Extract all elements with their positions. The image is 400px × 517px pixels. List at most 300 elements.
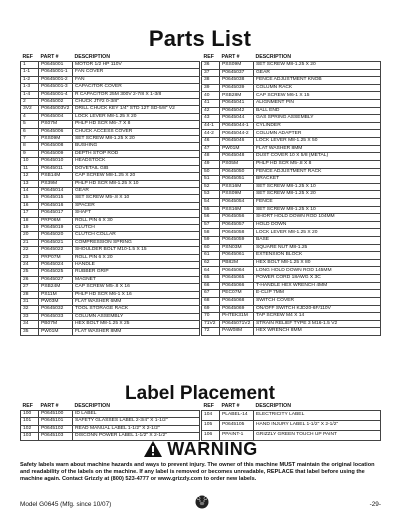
cell-part-number: P0645006 xyxy=(39,128,73,135)
cell-ref: 25 xyxy=(21,269,39,276)
cell-part-number: PPAINT-1 xyxy=(220,430,254,440)
cell-description: DUST COVER 10 X 5/8 (METAL) xyxy=(254,153,381,161)
warning-triangle-icon xyxy=(143,440,163,458)
cell-part-number: P0645008 xyxy=(39,143,73,150)
col-header-part: PART # xyxy=(221,54,240,60)
cell-part-number: P0645068 xyxy=(220,297,254,305)
cell-ref: 35 xyxy=(21,328,39,335)
cell-description: FENCE ADJUSTMENT RACK xyxy=(254,168,381,176)
cell-description: HOLD DOWN xyxy=(254,221,381,229)
cell-ref: 69 xyxy=(202,305,220,313)
cell-part-number: P0645038 xyxy=(220,77,254,85)
table-row xyxy=(21,150,200,157)
cell-description: DRILL CHUCK KEY 1/4" STD 12T SD-5/8" V2 xyxy=(73,106,200,113)
cell-part-number: PW01M xyxy=(39,328,73,335)
cell-description: SHORT HOLD DOWN ROD 104MM xyxy=(254,214,381,222)
table-row xyxy=(202,183,381,191)
cell-ref: 26 xyxy=(21,276,39,283)
cell-description: COLUMN ASSEMBLY xyxy=(73,313,200,320)
cell-ref: 5 xyxy=(21,121,39,128)
cell-part-number: PSB24M xyxy=(39,284,73,291)
cell-description: FAN COVER xyxy=(73,69,200,76)
cell-part-number: PSN03M xyxy=(220,244,254,252)
cell-description: CAPACITOR COVER xyxy=(73,84,200,91)
cell-part-number: PSB14M xyxy=(39,173,73,180)
cell-description: FENCE xyxy=(254,198,381,206)
table-row xyxy=(21,239,200,246)
cell-ref: 37 xyxy=(202,69,220,77)
cell-description: BRACKET xyxy=(254,176,381,184)
parts-table-right xyxy=(201,54,381,336)
table-row xyxy=(202,214,381,222)
col-header-ref: REF xyxy=(22,54,33,60)
cell-part-number: P0645046 xyxy=(220,138,254,146)
cell-ref: 4 xyxy=(21,113,39,120)
cell-part-number: P0645058 xyxy=(220,229,254,237)
cell-description: GAS SPRING ASSEMBLY xyxy=(254,115,381,123)
cell-description: LOCK LEVER M8-1.25 X 50 xyxy=(254,138,381,146)
cell-description: SET SCREW M8-1.25 X 10 xyxy=(254,183,381,191)
parts-list-tables xyxy=(20,54,381,336)
cell-part-number: P0645009 xyxy=(39,150,73,157)
table-row xyxy=(21,84,200,91)
table-row xyxy=(21,106,200,113)
cell-part-number: P0645059 xyxy=(220,237,254,245)
cell-description: ROLL PIN 6 X 30 xyxy=(73,217,200,224)
table-row xyxy=(21,232,200,239)
cell-description: DEPTH STOP ROD xyxy=(73,150,200,157)
cell-ref: 48 xyxy=(202,153,220,161)
cell-description: SET SCREW M8-1.25 X 20 xyxy=(254,191,381,199)
table-row xyxy=(202,122,381,130)
cell-ref: 105 xyxy=(202,420,220,430)
table-row xyxy=(21,291,200,298)
table-row xyxy=(21,306,200,313)
cell-description: FLAT WASHER 8MM xyxy=(254,145,381,153)
page-title: Parts List xyxy=(148,26,252,51)
cell-part-number: P0645039 xyxy=(220,84,254,92)
cell-description: CLUTCH COLLAR xyxy=(73,232,200,239)
cell-ref: 9 xyxy=(21,150,39,157)
cell-ref: 3V2 xyxy=(21,106,39,113)
table-row xyxy=(21,173,200,180)
cell-ref: 24 xyxy=(21,261,39,268)
cell-description: PHLP HD SCR M5-.8 X 8 xyxy=(254,160,381,168)
cell-ref: 102 xyxy=(21,425,39,432)
cell-description: EXTENSION BLOCK xyxy=(254,252,381,260)
table-row xyxy=(202,92,381,100)
cell-ref: 20 xyxy=(21,232,39,239)
col-header-desc: DESCRIPTION xyxy=(74,403,110,409)
table-row xyxy=(202,290,381,298)
cell-description: SHOULDER BOLT M10-1.5 X 15 xyxy=(73,247,200,254)
table-row xyxy=(202,191,381,199)
cell-part-number: P0645101 xyxy=(39,418,73,425)
page-footer xyxy=(20,499,381,511)
cell-description: CHUCK ACCESS COVER xyxy=(73,128,200,135)
cell-description: COMPRESSION SPRING xyxy=(73,239,200,246)
cell-description: GEAR xyxy=(73,187,200,194)
cell-description: POWER CORD 18AWG X 3C xyxy=(254,275,381,283)
cell-description: SHAFT xyxy=(73,210,200,217)
cell-ref: 53 xyxy=(202,191,220,199)
cell-ref: 44-1 xyxy=(202,122,220,130)
cell-description: BUSHING xyxy=(73,143,200,150)
cell-ref: 104 xyxy=(202,411,220,421)
cell-ref: 49 xyxy=(202,160,220,168)
table-row xyxy=(202,62,381,70)
cell-description: CAP SCREW M8-1.25 X 20 xyxy=(73,173,200,180)
cell-description: TAP SCREW M4 X 14 xyxy=(254,313,381,321)
table-row xyxy=(21,195,200,202)
cell-ref: 6 xyxy=(21,128,39,135)
cell-ref: 33 xyxy=(21,313,39,320)
cell-description: FLAT WASHER 6MM xyxy=(73,299,200,306)
table-row xyxy=(202,221,381,229)
cell-description: SAFETY GLASSES LABEL 2-3/4" X 1-1/2" xyxy=(73,418,200,425)
table-row xyxy=(202,297,381,305)
table-row xyxy=(202,252,381,260)
cell-description: CLUTCH xyxy=(73,224,200,231)
table-row xyxy=(21,418,200,425)
cell-part-number: P0645065 xyxy=(220,275,254,283)
cell-ref: 14 xyxy=(21,187,39,194)
cell-description: COLUMN ADAPTER xyxy=(254,130,381,138)
cell-ref: 106 xyxy=(202,430,220,440)
cell-part-number: P0645020 xyxy=(39,232,73,239)
table-row xyxy=(202,237,381,245)
cell-part-number: PB07M xyxy=(39,321,73,328)
cell-description: STRAIN RELIEF TYPE 3 M16-1.5 V2 xyxy=(254,320,381,328)
table-row xyxy=(202,100,381,108)
table-row xyxy=(21,158,200,165)
cell-ref: 47 xyxy=(202,145,220,153)
cell-part-number: P0645102 xyxy=(39,425,73,432)
table-row xyxy=(21,180,200,187)
table-row xyxy=(21,69,200,76)
cell-ref: 39 xyxy=(202,84,220,92)
table-row xyxy=(21,136,200,143)
table-row xyxy=(21,269,200,276)
cell-ref: 1-1 xyxy=(21,69,39,76)
table-row xyxy=(21,217,200,224)
cell-description: ELECTRICITY LABEL xyxy=(254,411,381,421)
cell-part-number: PS05M xyxy=(220,160,254,168)
table-row xyxy=(202,198,381,206)
cell-part-number: PS11M xyxy=(39,291,73,298)
cell-part-number: P0645016 xyxy=(39,202,73,209)
cell-description: PHLP HD SCR M8-1.25 X 10 xyxy=(73,180,200,187)
cell-part-number: PRP06M xyxy=(39,217,73,224)
table-row xyxy=(21,224,200,231)
cell-description: FAN xyxy=(73,76,200,83)
table-row xyxy=(21,261,200,268)
table-row xyxy=(21,328,200,335)
cell-ref: 28 xyxy=(21,291,39,298)
cell-ref: 10 xyxy=(21,158,39,165)
cell-part-number: P0645017 xyxy=(39,210,73,217)
cell-ref: 41 xyxy=(202,100,220,108)
cell-part-number: P0645041 xyxy=(220,100,254,108)
table-row xyxy=(202,420,381,430)
cell-description: CHUCK JT#2 0-3/8" xyxy=(73,99,200,106)
cell-part-number: P0645033 xyxy=(39,313,73,320)
warning-text: Safety labels warn about machine hazards and ways to prevent injury. The owner of this machine MUST maintain the original location and readability of the labels on the machine. If any label is removed or becomes unreadable, REPLACE that label before using the machine again. Contact Grizzly at (800) 523-4777 or www.grizzly.com to order new labels. xyxy=(20,462,375,483)
cell-description: T-HANDLE HEX WRENCH 4MM xyxy=(254,282,381,290)
parts-table-left xyxy=(20,54,200,336)
cell-part-number: PS39M xyxy=(39,180,73,187)
cell-part-number: P0645025 xyxy=(39,269,73,276)
table-row xyxy=(21,313,200,320)
page-number: -29- xyxy=(369,501,381,508)
cell-ref: 61 xyxy=(202,252,220,260)
table-row xyxy=(202,259,381,267)
table-row xyxy=(202,138,381,146)
col-header-desc: DESCRIPTION xyxy=(74,54,110,60)
cell-description: PHLP HD SCR M6-1 X 16 xyxy=(73,291,200,298)
cell-ref: 64 xyxy=(202,267,220,275)
cell-part-number: P0645044-2 xyxy=(220,130,254,138)
cell-ref: 57 xyxy=(202,221,220,229)
cell-description: BASE xyxy=(254,237,381,245)
cell-description: ROLL PIN 6 X 20 xyxy=(73,254,200,261)
table-row xyxy=(21,247,200,254)
cell-part-number: PW01M xyxy=(220,145,254,153)
cell-part-number: P0645002 xyxy=(39,99,73,106)
cell-description: DOVETAIL GIB xyxy=(73,165,200,172)
cell-ref: 65 xyxy=(202,275,220,283)
cell-description: CAP SCREW M5-.8 X 16 xyxy=(73,284,200,291)
table-row xyxy=(202,107,381,115)
table-row xyxy=(21,321,200,328)
cell-description: HANDLE xyxy=(73,261,200,268)
cell-ref: 103 xyxy=(21,433,39,440)
col-header-desc: DESCRIPTION xyxy=(255,54,291,60)
cell-part-number: P0645048 xyxy=(220,153,254,161)
cell-part-number: PSS09M xyxy=(220,62,254,70)
table-row xyxy=(21,276,200,283)
cell-description: TOOL STORAGE RACK xyxy=(73,306,200,313)
cell-description: SPACER xyxy=(73,202,200,209)
cell-description: DISCONN POWER LABEL 1-1/2" X 2-1/2" xyxy=(73,433,200,440)
cell-part-number: P0645032 xyxy=(39,306,73,313)
table-row xyxy=(21,202,200,209)
cell-ref: 43 xyxy=(202,115,220,123)
table-row xyxy=(21,425,200,432)
cell-part-number: P0645051 xyxy=(220,176,254,184)
cell-description: FENCE ADJUSTMENT KNOB xyxy=(254,77,381,85)
col-header-ref: REF xyxy=(203,54,214,60)
cell-description: HEADSTOCK xyxy=(73,158,200,165)
cell-ref: 44-2 xyxy=(202,130,220,138)
table-row xyxy=(202,305,381,313)
col-header-part: PART # xyxy=(40,403,59,409)
cell-part-number: PSB28M xyxy=(220,92,254,100)
cell-part-number: P0645066 xyxy=(220,282,254,290)
col-header-part: PART # xyxy=(40,54,59,60)
col-header-ref: REF xyxy=(22,403,33,409)
cell-ref: 12 xyxy=(21,173,39,180)
cell-part-number: PSS16M xyxy=(220,206,254,214)
cell-ref: 13 xyxy=(21,180,39,187)
cell-part-number: PS07M xyxy=(39,121,73,128)
cell-ref: 67 xyxy=(202,290,220,298)
cell-ref: 56 xyxy=(202,214,220,222)
cell-ref: 23 xyxy=(21,254,39,261)
cell-ref: 42 xyxy=(202,107,220,115)
table-row xyxy=(202,328,381,336)
table-row xyxy=(202,275,381,283)
table-row xyxy=(202,145,381,153)
cell-description: HEX BOLT M8-1.25 X 25 xyxy=(73,321,200,328)
cell-ref: 52 xyxy=(202,183,220,191)
table-row xyxy=(21,91,200,98)
cell-part-number: P0645001-4 xyxy=(39,91,73,98)
cell-description: LOCK LEVER M8-1.25 X 20 xyxy=(73,113,200,120)
cell-description: FLAT WASHER 8MM xyxy=(73,328,200,335)
cell-ref: 51 xyxy=(202,176,220,184)
table-row xyxy=(202,267,381,275)
cell-ref: 32 xyxy=(21,306,39,313)
cell-ref: 70 xyxy=(202,313,220,321)
cell-ref: 1-3 xyxy=(21,84,39,91)
cell-description: CAP SCREW M6-1 X 15 xyxy=(254,92,381,100)
table-row xyxy=(21,128,200,135)
cell-ref: 8 xyxy=(21,143,39,150)
cell-ref: 1-4 xyxy=(21,91,39,98)
cell-ref: 38 xyxy=(202,77,220,85)
table-row xyxy=(202,69,381,77)
cell-part-number: P0645103 xyxy=(39,433,73,440)
cell-ref: 15 xyxy=(21,195,39,202)
cell-ref: 68 xyxy=(202,297,220,305)
cell-part-number: P0645050 xyxy=(220,168,254,176)
cell-part-number: PRP07M xyxy=(39,254,73,261)
table-row xyxy=(21,165,200,172)
cell-part-number: P0645010 xyxy=(39,158,73,165)
cell-part-number: P0645004 xyxy=(39,113,73,120)
cell-ref: 66 xyxy=(202,282,220,290)
cell-part-number: P0645042 xyxy=(220,107,254,115)
cell-part-number: P0645001-2 xyxy=(39,76,73,83)
table-row xyxy=(21,121,200,128)
cell-part-number: P0645057 xyxy=(220,221,254,229)
cell-part-number: P0645105 xyxy=(220,420,254,430)
cell-part-number: P0645044 xyxy=(220,115,254,123)
cell-part-number: P0645024 xyxy=(39,261,73,268)
table-row xyxy=(202,77,381,85)
cell-ref: 46 xyxy=(202,138,220,146)
cell-part-number: P0645014 xyxy=(39,187,73,194)
cell-ref: 27 xyxy=(21,284,39,291)
cell-part-number: PB82M xyxy=(220,259,254,267)
cell-ref: 34 xyxy=(21,321,39,328)
label-placement-title: Label Placement xyxy=(125,383,275,404)
cell-part-number: P0645019 xyxy=(39,224,73,231)
cell-description: HEX BOLT M8-1.25 X 80 xyxy=(254,259,381,267)
labels-table-left xyxy=(20,403,200,441)
cell-description: SWITCH COVER xyxy=(254,297,381,305)
cell-part-number: P0645001-3 xyxy=(39,84,73,91)
table-row xyxy=(202,244,381,252)
cell-part-number: PSS09M xyxy=(220,191,254,199)
cell-description: HEX WRENCH 8MM xyxy=(254,328,381,336)
col-header-desc: DESCRIPTION xyxy=(255,403,291,409)
cell-ref: 19 xyxy=(21,224,39,231)
cell-ref: 100 xyxy=(21,411,39,418)
cell-description: SET SCREW M8-1.25 X 20 xyxy=(254,62,381,70)
warning-box xyxy=(20,438,381,484)
table-row xyxy=(202,206,381,214)
labels-table-right xyxy=(201,403,381,441)
cell-ref: 18 xyxy=(21,217,39,224)
cell-description: SET SCREW M8-1.25 X 20 xyxy=(73,136,200,143)
cell-description: HAND INJURY LABEL 1-1/2" X 2-1/2" xyxy=(254,420,381,430)
cell-ref: 1-2 xyxy=(21,76,39,83)
cell-part-number: PAW08M xyxy=(220,328,254,336)
cell-ref: 2 xyxy=(21,99,39,106)
cell-description: MOTOR 1/2 HP 110V xyxy=(73,62,200,69)
cell-description: E-CLIP 7MM xyxy=(254,290,381,298)
model-info: Model G0645 (Mfg. since 10/07) xyxy=(20,501,112,508)
cell-description: SET SCREW M8-1.25 X 10 xyxy=(254,206,381,214)
cell-description: ALIGNMENT PIN xyxy=(254,100,381,108)
table-row xyxy=(202,411,381,421)
table-row xyxy=(202,115,381,123)
cell-ref: 22 xyxy=(21,247,39,254)
table-row xyxy=(202,130,381,138)
cell-ref: 1 xyxy=(21,62,39,69)
cell-ref: 101 xyxy=(21,418,39,425)
table-row xyxy=(21,187,200,194)
cell-description: MAGNET xyxy=(73,276,200,283)
cell-part-number: P0645001 xyxy=(39,62,73,69)
cell-ref: 60 xyxy=(202,244,220,252)
cell-part-number: PSS09M xyxy=(39,136,73,143)
cell-part-number: PHTEK31M xyxy=(220,313,254,321)
cell-part-number: P0645061 xyxy=(220,252,254,260)
cell-ref: 58 xyxy=(202,229,220,237)
cell-part-number: P0645100 xyxy=(39,411,73,418)
table-row xyxy=(21,99,200,106)
cell-part-number: P0645015 xyxy=(39,195,73,202)
cell-part-number: P0645021 xyxy=(39,239,73,246)
cell-ref: 11 xyxy=(21,165,39,172)
table-row xyxy=(202,320,381,328)
cell-part-number: PSS16M xyxy=(220,183,254,191)
table-row xyxy=(202,229,381,237)
warning-header xyxy=(20,438,381,460)
table-row xyxy=(202,313,381,321)
cell-description: LONG HOLD DOWN ROD 145MM xyxy=(254,267,381,275)
cell-ref: 62 xyxy=(202,259,220,267)
table-row xyxy=(21,254,200,261)
cell-description: LOCK LEVER M8-1.25 X 20 xyxy=(254,229,381,237)
cell-ref: 36 xyxy=(202,62,220,70)
cell-part-number: P0645027 xyxy=(39,276,73,283)
table-row xyxy=(202,168,381,176)
cell-ref: 55 xyxy=(202,206,220,214)
cell-ref: 54 xyxy=(202,198,220,206)
cell-description: SET SCREW M5-.8 X 10 xyxy=(73,195,200,202)
table-row xyxy=(202,84,381,92)
cell-description: R CAPACITOR 25M 300V 2-7/8 X 1-3/8 xyxy=(73,91,200,98)
table-row xyxy=(202,160,381,168)
cell-description: ID LABEL xyxy=(73,411,200,418)
col-header-part: PART # xyxy=(221,403,240,409)
warning-title: WARNING xyxy=(167,438,258,459)
label-tables xyxy=(20,403,381,441)
